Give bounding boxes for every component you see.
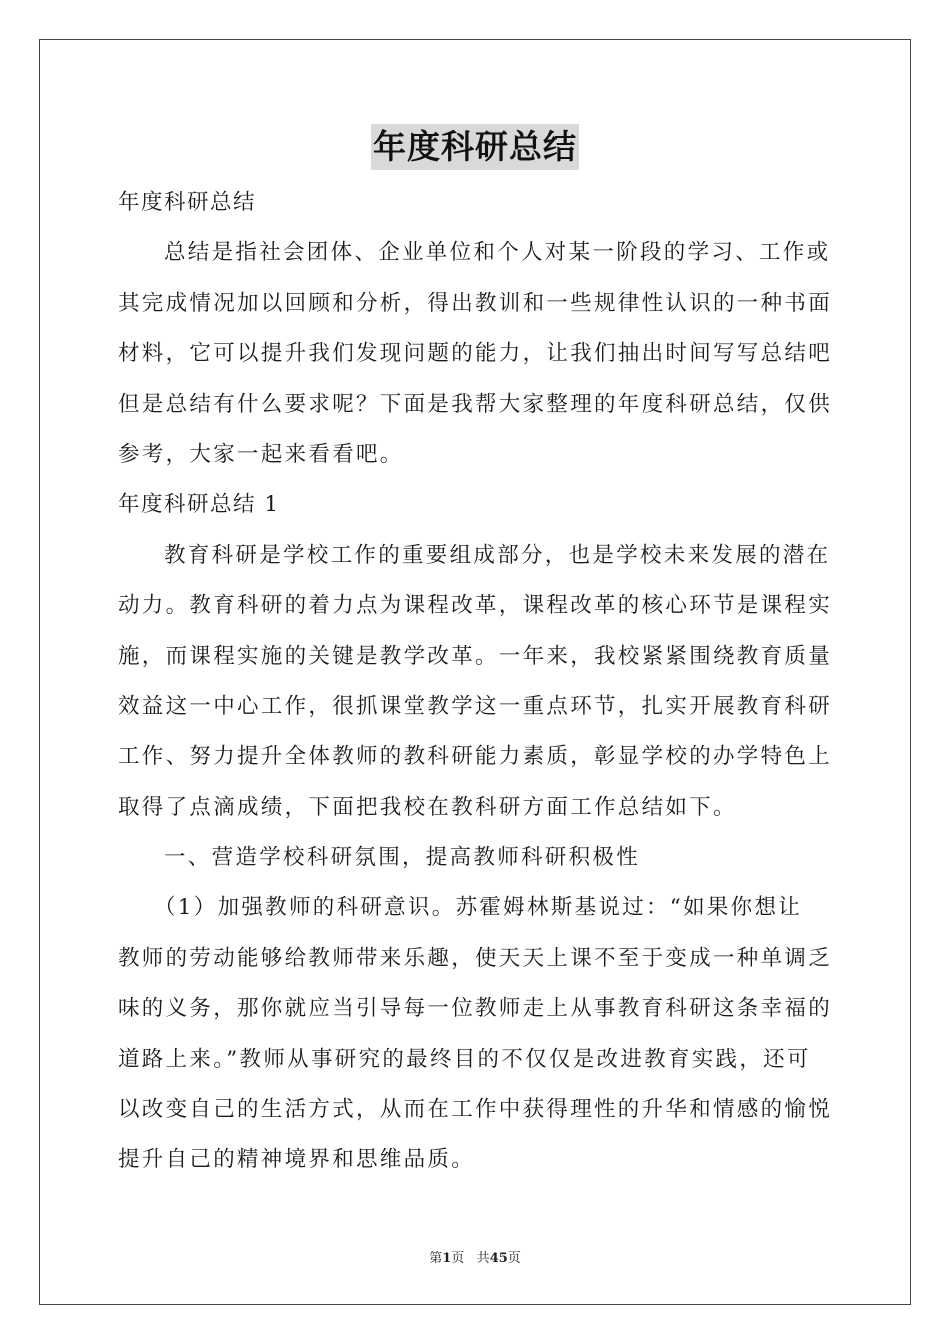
document-body xyxy=(118,178,834,1186)
text-line: 但是总结有什么要求呢？下面是我帮大家整理的年度科研总结，仅供 xyxy=(118,391,833,417)
text-line: 道路上来。”教师从事研究的最终目的不仅仅是改进教育实践，还可 xyxy=(118,1046,811,1072)
text-line: 参考，大家一起来看看吧。 xyxy=(118,441,404,467)
text-line: 教师的劳动能够给教师带来乐趣，使天天上课不至于变成一种单调乏 xyxy=(118,945,833,971)
document-title: 年度科研总结 xyxy=(371,124,579,170)
text-line: 年度科研总结 xyxy=(118,190,257,215)
text-line: 动力。教育科研的着力点为课程改革，课程改革的核心环节是课程实 xyxy=(118,593,833,619)
text-line: 味的义务，那你就应当引导每一位教师走上从事教育科研这条幸福的 xyxy=(118,996,833,1022)
text-line: 提升自己的精神境界和思维品质。 xyxy=(118,1147,476,1173)
total-suffix: 页 xyxy=(507,1251,521,1266)
title-container xyxy=(0,124,950,170)
text-line: 材料，它可以提升我们发现问题的能力，让我们抽出时间写写总结吧 xyxy=(118,341,833,367)
text-line: 取得了点滴成绩，下面把我校在教科研方面工作总结如下。 xyxy=(118,794,737,820)
text-line: 效益这一中心工作，很抓课堂教学这一重点环节，扎实开展教育科研 xyxy=(118,693,833,719)
total-pages: 45 xyxy=(489,1251,508,1266)
text-line: 一、营造学校科研氛围，提高教师科研积极性 xyxy=(164,845,641,871)
text-line: 施，而课程实施的关键是教学改革。一年来，我校紧紧围绕教育质量 xyxy=(118,643,833,669)
text-line: （1）加强教师的科研意识。苏霍姆林斯基说过：“如果你想让 xyxy=(154,895,803,921)
page-prefix: 第 xyxy=(429,1251,443,1266)
page-footer xyxy=(0,1247,950,1266)
text-line: 教育科研是学校工作的重要组成部分，也是学校未来发展的潜在 xyxy=(164,542,831,568)
text-line: 其完成情况加以回顾和分析，得出教训和一些规律性认识的一种书面 xyxy=(118,290,833,316)
text-line: 总结是指社会团体、企业单位和个人对某一阶段的学习、工作或 xyxy=(164,240,831,266)
text-line: 年度科研总结 1 xyxy=(118,492,280,518)
text-line: 工作、努力提升全体教师的教科研能力素质，彰显学校的办学特色上 xyxy=(118,744,833,770)
total-prefix: 共 xyxy=(476,1251,490,1266)
text-line: 以改变自己的生活方式，从而在工作中获得理性的升华和情感的愉悦 xyxy=(118,1097,833,1123)
page-suffix: 页 xyxy=(451,1251,465,1266)
page-number: 1 xyxy=(442,1251,452,1266)
